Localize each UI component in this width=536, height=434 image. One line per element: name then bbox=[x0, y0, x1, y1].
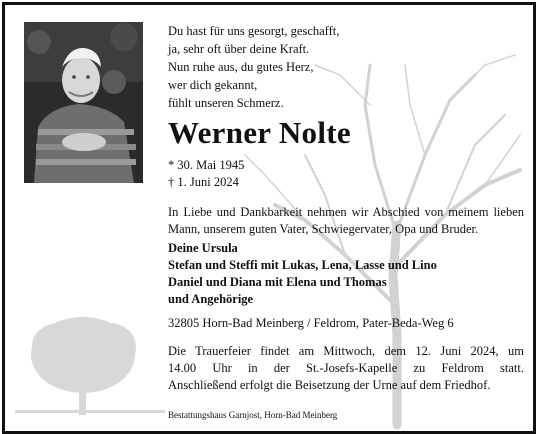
address: 32805 Horn-Bad Meinberg / Feldrom, Pater-Beda-Weg 6 bbox=[168, 316, 454, 330]
life-dates bbox=[168, 157, 244, 191]
farewell-text: In Liebe und Dankbarkeit nehmen wir Abschied von meinem lieben Mann, unserem guten Vater, Schwiegervater, Opa und Bruder. bbox=[168, 205, 524, 236]
funeral-home: Bestattungshaus Garnjost, Horn-Bad Meinberg bbox=[168, 410, 338, 420]
family-line: Stefan und Steffi mit Lukas, Lena, Lasse und Lino bbox=[168, 258, 437, 272]
service-info bbox=[168, 343, 524, 394]
poem bbox=[168, 22, 339, 112]
poem-line: ja, sehr oft über deine Kraft. bbox=[168, 42, 310, 56]
poem-line: Du hast für uns gesorgt, geschafft, bbox=[168, 24, 340, 38]
family-line: Deine Ursula bbox=[168, 241, 238, 255]
portrait-photo bbox=[24, 22, 143, 183]
poem-line: fühlt unseren Schmerz. bbox=[168, 96, 284, 110]
obituary-card bbox=[2, 2, 536, 434]
poem-line: Nun ruhe aus, du gutes Herz, bbox=[168, 60, 314, 74]
family-list bbox=[168, 240, 437, 308]
family-line: und Angehörige bbox=[168, 292, 254, 306]
family-line: Daniel und Diana mit Elena und Thomas bbox=[168, 275, 387, 289]
birth-date: * 30. Mai 1945 bbox=[168, 158, 245, 172]
deceased-name: Werner Nolte bbox=[168, 115, 351, 150]
service-line: Anschließend erfolgt die Beisetzung der Urne auf dem Friedhof. bbox=[168, 378, 491, 392]
death-date: † 1. Juni 2024 bbox=[168, 175, 239, 189]
service-line: 14.00 Uhr in der St.-Josefs-Kapelle zu Feldrom statt. bbox=[168, 361, 524, 375]
service-line: Die Trauerfeier findet am Mittwoch, dem 12. Juni 2024, um bbox=[168, 344, 524, 358]
poem-line: wer dich gekannt, bbox=[168, 78, 258, 92]
